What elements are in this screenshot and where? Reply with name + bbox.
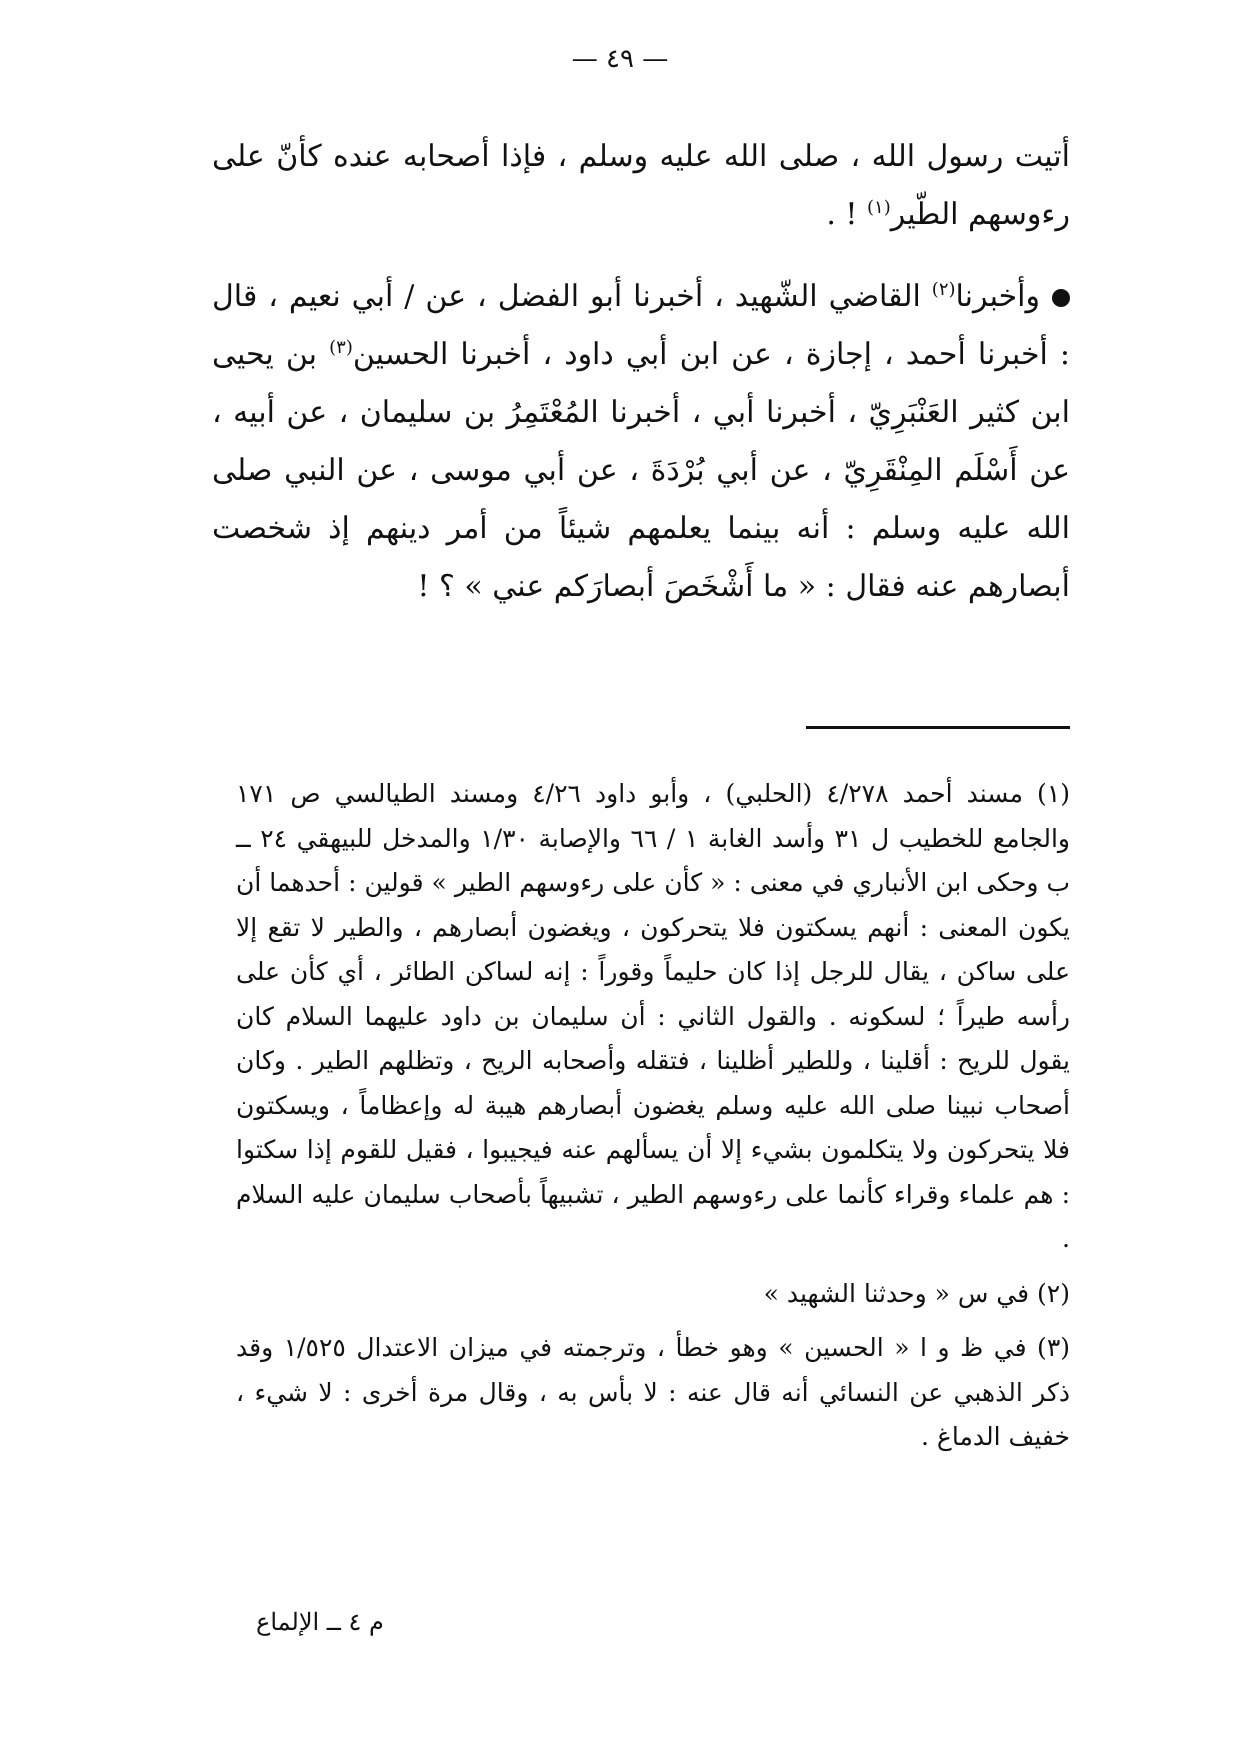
signature-mark: م ٤ ــ الإلماع bbox=[256, 1608, 384, 1636]
bullet-marker-icon bbox=[1052, 289, 1070, 307]
paragraph-text: وأخبرنا bbox=[955, 279, 1040, 314]
footnote-ref-3: (٣) bbox=[329, 337, 353, 358]
paragraph-text: ! . bbox=[826, 197, 868, 232]
paragraph-text: القاضي الشّهيد ، أخبرنا أبو الفضل ، عن / أبي نعيم ، قال : أخبرنا أحمد ، إجازة ، عن ابن أبي داود ، أخبرنا الحسين bbox=[212, 279, 1071, 372]
footnote-2: (٢) في س « وحدثنا الشهيد » bbox=[763, 1278, 1070, 1308]
page-number: — ٤٩ — bbox=[571, 44, 669, 74]
paragraph-hadith-end bbox=[212, 128, 1070, 244]
footnote-3: (٣) في ظ و ا « الحسين » وهو خطأ ، وترجمته في ميزان الاعتدال ١/٥٢٥ وقد ذكر الذهبي عن النسائي أنه قال عنه : لا بأس به ، وقال مرة أخرى : لا شيء ، خفيف الدماغ . bbox=[236, 1333, 1071, 1451]
footnote-1: (١) مسند أحمد ٤/٢٧٨ (الحلبي) ، وأبو داود ٤/٢٦ ومسند الطيالسي ص ١٧١ والجامع للخطيب ل ٣١ وأسد الغابة ١ / ٦٦ والإصابة ١/٣٠ والمدخل للبيهقي ٢٤ ــ ب وحكى ابن الأنباري في معنى : « كأن على رءوسهم الطير » قولين : أحدهما أن يكون المعنى : أنهم يسكتون فلا يتحركون ، ويغضون أبصارهم ، والطير لا تقع إلا على ساكن ، يقال للرجل إذا كان حليماً وقوراً : إنه لساكن الطائر ، أي كأن على رأسه طيراً ؛ لسكونه . والقول الثاني : أن سليمان بن داود عليهما السلام كان يقول للريح : أقلينا ، وللطير أظلينا ، فتقله وأصحابه الريح ، وتظلهم الطير . وكان أصحاب نبينا صلى الله عليه وسلم يغضون أبصارهم هيبة له وإعظاماً ، ويسكتون فلا يتحركون ولا يتكلمون بشيء إلا أن يسألهم عنه فيجيبوا ، فقيل للقوم إذا سكتوا : هم علماء وقراء كأنما على رءوسهم الطير ، تشبيهاً بأصحاب سليمان عليه السلام . bbox=[236, 779, 1071, 1253]
paragraph-isnad bbox=[212, 268, 1070, 616]
footnote-divider bbox=[806, 726, 1070, 729]
main-text bbox=[212, 128, 1070, 616]
footnote-ref-1: (١) bbox=[867, 197, 891, 218]
paragraph-text: أتيت رسول الله ، صلى الله عليه وسلم ، فإذا أصحابه عنده كأنّ على رءوسهم الطّير bbox=[212, 139, 1070, 232]
paragraph-text: بن يحيى ابن كثير العَنْبَرِيّ ، أخبرنا أبي ، أخبرنا المُعْتَمِرُ بن سليمان ، عن أبيه ، عن أَسْلَم المِنْقَرِيّ ، عن أبي بُرْدَةَ ، عن أبي موسى ، عن النبي صلى الله عليه وسلم : أنه بينما يعلمهم شيئاً من أمر دينهم إذ شخصت أبصارهم عنه فقال : « ما أَشْخَصَ أبصارَكم عني » ؟ ! bbox=[212, 337, 1070, 604]
footnotes bbox=[236, 772, 1070, 1460]
footnote-ref-2: (٢) bbox=[931, 279, 956, 300]
